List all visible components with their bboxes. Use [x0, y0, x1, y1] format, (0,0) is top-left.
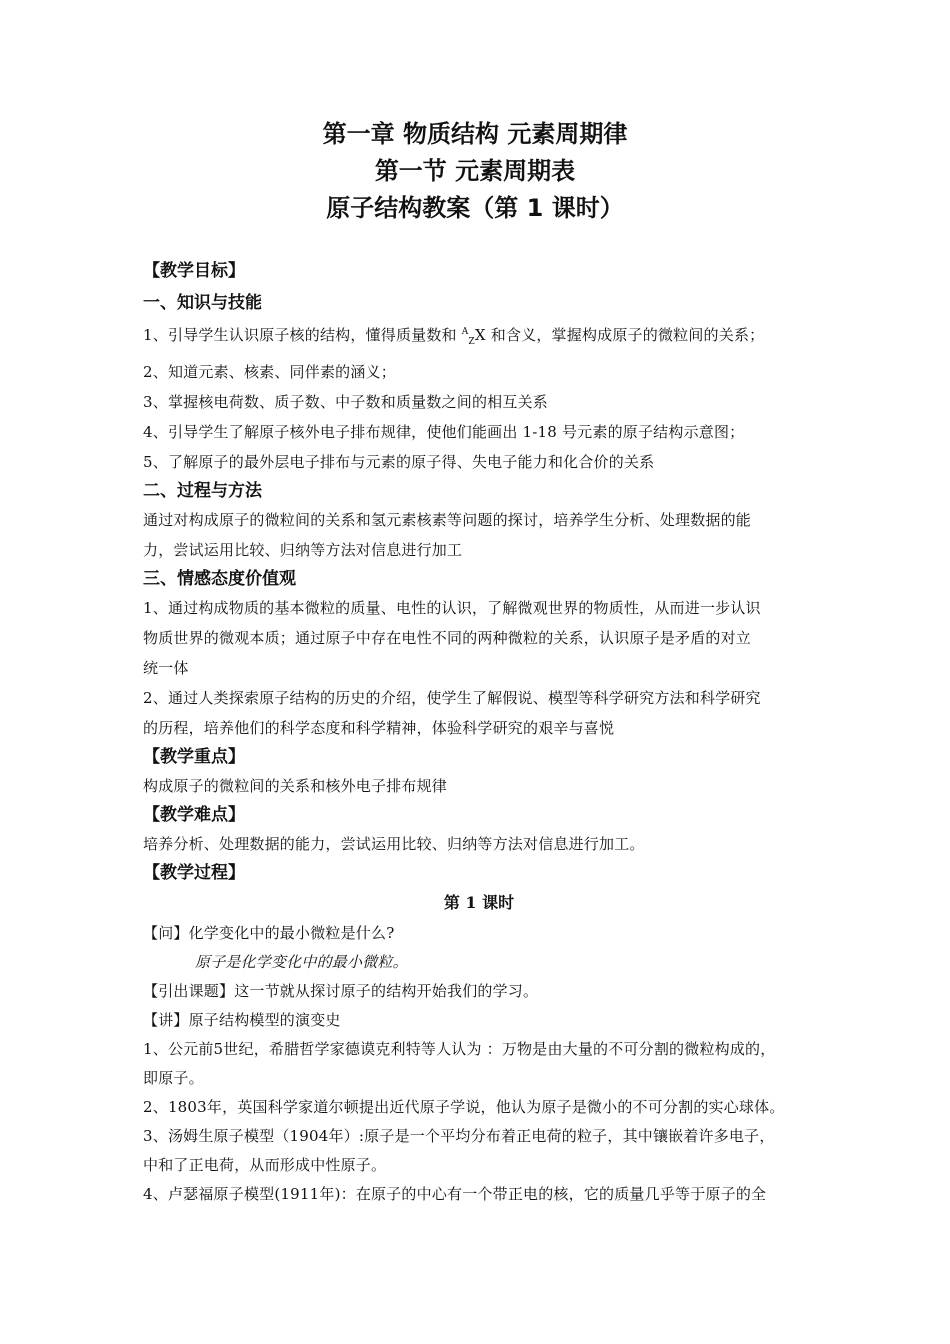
emotion-line: 2、通过人类探索原子结构的历史的介绍，使学生了解假说、模型等科学研究方法和科学研究 — [143, 689, 761, 707]
knowledge-heading: 一、知识与技能 — [143, 293, 262, 313]
teaching-process-heading: 【教学过程】 — [143, 863, 245, 883]
process-line: 1、公元前5世纪，希腊哲学家德谟克利特等人认为 ：万物是由大量的不可分割的微粒构成的， — [143, 1040, 776, 1058]
chapter-title: 第一章 物质结构 元素周期律 — [322, 120, 628, 148]
process-line: 2、1803年，英国科学家道尔顿提出近代原子学说，他认为原子是微小的不可分割的实心球体。 — [143, 1098, 785, 1116]
title-block — [0, 116, 950, 227]
period-title: 第 1 课时 — [443, 893, 515, 912]
isotope-notation: $^A_Z$X — [461, 326, 486, 347]
process-line: 4、卢瑟福原子模型(1911年)：在原子的中心有一个带正电的核，它的质量几乎等于原子的全 — [143, 1185, 767, 1203]
knowledge-item-1: 1、引导学生认识原子核的结构，懂得质量数和 $^A_Z$X 和含义，掌握构成原子的微粒间的关系； — [143, 326, 765, 347]
knowledge-item-5: 5、了解原子的最外层电子排布与元素的原子得、失电子能力和化合价的关系 — [143, 453, 655, 471]
process-line: 【引出课题】这一节就从探讨原子的结构开始我们的学习。 — [143, 982, 539, 1000]
goals-heading: 【教学目标】 — [143, 261, 245, 281]
process-method-line: 力，尝试运用比较、归纳等方法对信息进行加工 — [143, 541, 463, 559]
section-title: 第一节 元素周期表 — [374, 157, 576, 185]
difficulty-text: 培养分析、处理数据的能力，尝试运用比较、归纳等方法对信息进行加工。 — [143, 835, 645, 853]
difficulty-heading: 【教学难点】 — [143, 805, 245, 825]
process-line: 3、汤姆生原子模型（1904年）:原子是一个平均分布着正电荷的粒子，其中镶嵌着许多电子， — [143, 1127, 775, 1145]
process-line: 【问】化学变化中的最小微粒是什么? — [143, 924, 395, 942]
process-line: 中和了正电荷，从而形成中性原子。 — [143, 1156, 387, 1174]
process-method-line: 通过对构成原子的微粒间的关系和氢元素核素等问题的探讨，培养学生分析、处理数据的能 — [143, 511, 752, 529]
key-point-heading: 【教学重点】 — [143, 747, 245, 767]
process-line: 【讲】原子结构模型的演变史 — [143, 1011, 341, 1029]
process-line: 即原子。 — [143, 1069, 204, 1087]
process-method-heading: 二、过程与方法 — [143, 481, 262, 501]
emotion-line: 统一体 — [143, 659, 189, 677]
lesson-title: 原子结构教案（第 1 课时） — [326, 194, 624, 222]
emotion-line: 物质世界的微观本质；通过原子中存在电性不同的两种微粒的关系，认识原子是矛盾的对立 — [143, 629, 752, 647]
document-body — [143, 257, 815, 1209]
emotion-line: 的历程，培养他们的科学态度和科学精神，体验科学研究的艰辛与喜悦 — [143, 719, 615, 737]
emotion-line: 1、通过构成物质的基本微粒的质量、电性的认识，了解微观世界的物质性，从而进一步认识 — [143, 599, 761, 617]
emotion-heading: 三、情感态度价值观 — [143, 569, 296, 589]
knowledge-item-2: 2、知道元素、核素、同伴素的涵义； — [143, 363, 396, 381]
knowledge-item-4: 4、引导学生了解原子核外电子排布规律，使他们能画出 1-18 号元素的原子结构示意图； — [143, 423, 745, 441]
key-point-text: 构成原子的微粒间的关系和核外电子排布规律 — [143, 777, 448, 795]
process-answer: 原子是化学变化中的最小微粒。 — [195, 953, 408, 971]
knowledge-item-3: 3、掌握核电荷数、质子数、中子数和质量数之间的相互关系 — [143, 393, 548, 411]
